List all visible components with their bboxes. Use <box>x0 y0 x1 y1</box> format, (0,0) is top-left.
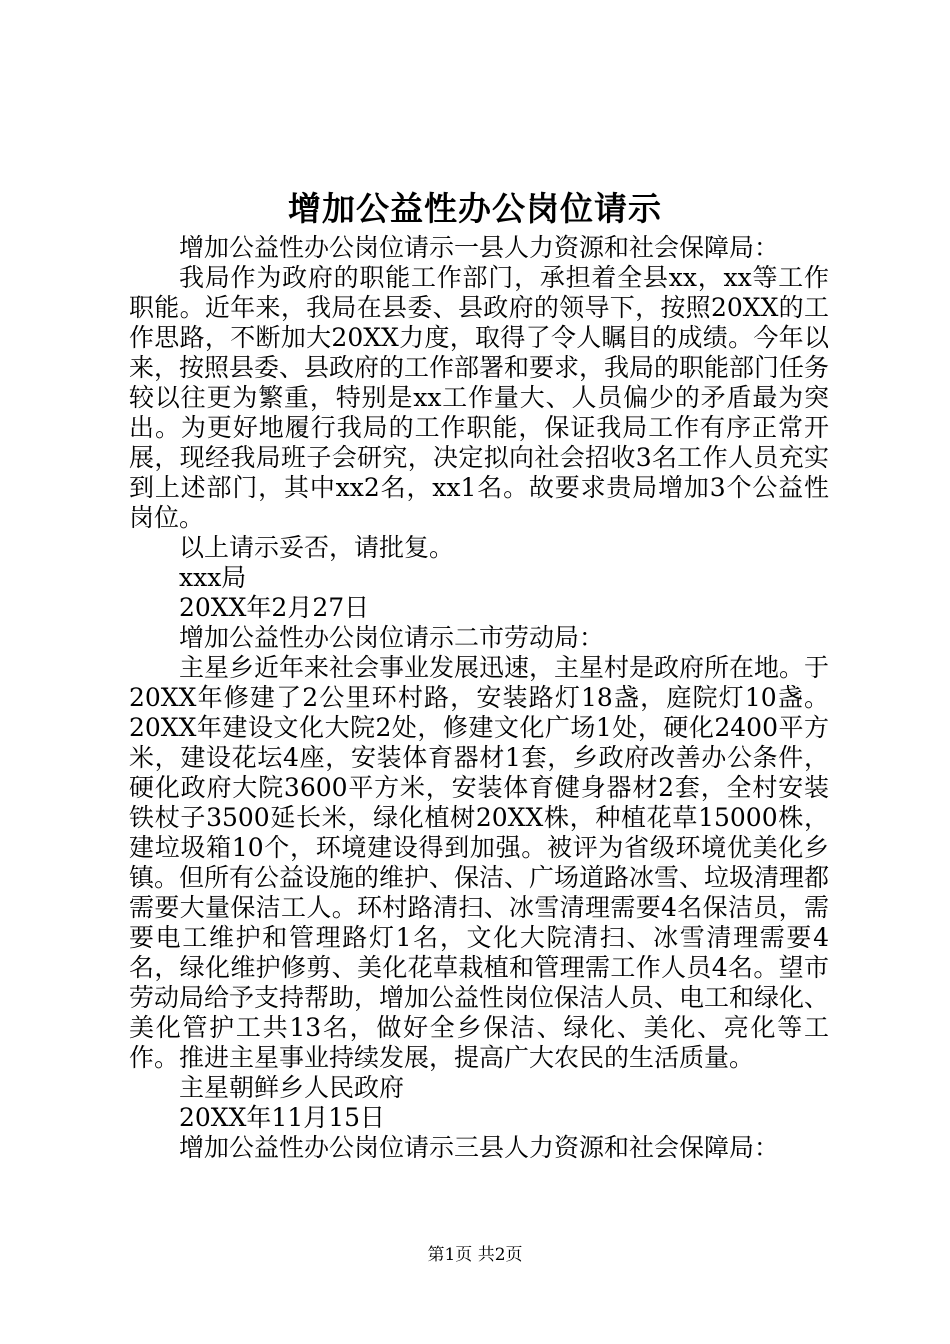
paragraph-date-2: 20XX年11月15日 <box>179 1103 386 1132</box>
paragraph-closing-1: 以上请示妥否，请批复。 <box>179 533 455 562</box>
page-number: 第1页 共2页 <box>427 1245 523 1265</box>
paragraph-body-1: 我局作为政府的职能工作部门，承担着全县xx，xx等工作职能。近年来，我局在县委、县政府的领导下，按照20XX的工作思路，不断加大20XX力度，取得了令人瞩目的成绩。今年以来，按照县委、县政府的工作部署和要求，我局的职能部门任务较以往更为繁重，特别是xx工作量大、人员偏少的矛盾最为突出。为更好地履行我局的工作职能，保证我局工作有序正常开展，现经我局班子会研究，决定拟向社会招收3名工作人员充实到上述部门，其中xx2名，xx1名。故要求贵局增加3个公益性岗位。 <box>129 263 830 532</box>
paragraph-signature-2: 主星朝鲜乡人民政府 <box>179 1073 405 1102</box>
paragraph-salutation-3: 增加公益性办公岗位请示三县人力资源和社会保障局： <box>179 1133 780 1162</box>
paragraph-salutation-2: 增加公益性办公岗位请示二市劳动局： <box>179 623 605 652</box>
paragraph-body-2: 主星乡近年来社会事业发展迅速，主星村是政府所在地。于20XX年修建了2公里环村路，安装路灯18盏，庭院灯10盏。20XX年建设文化大院2处，修建文化广场1处，硬化2400平方米，建设花坛4座，安装体育器材1套，乡政府改善办公条件，硬化政府大院3600平方米，安装体育健身器材2套，全村安装铁杖子3500延长米，绿化植树20XX株，种植花草15000株，建垃圾箱10个，环境建设得到加强。被评为省级环境优美化乡镇。但所有公益设施的维护、保洁、广场道路冰雪、垃圾清理都需要大量保洁工人。环村路清扫、冰雪清理需要4名保洁员，需要电工维护和管理路灯1名，文化大院清扫、冰雪清理需要4名，绿化维护修剪、美化花草栽植和管理需工作人员4名。望市劳动局给予支持帮助，增加公益性岗位保洁人员、电工和绿化、美化管护工共13名，做好全乡保洁、绿化、美化、亮化等工作。推进主星事业持续发展，提高广大农民的生活质量。 <box>129 653 830 1072</box>
document-title: 增加公益性办公岗位请示 <box>288 189 662 228</box>
paragraph-salutation-1: 增加公益性办公岗位请示一县人力资源和社会保障局： <box>179 233 780 262</box>
paragraph-date-1: 20XX年2月27日 <box>179 593 370 622</box>
document-body <box>129 233 829 1163</box>
paragraph-signature-1: xxx局 <box>179 563 247 592</box>
